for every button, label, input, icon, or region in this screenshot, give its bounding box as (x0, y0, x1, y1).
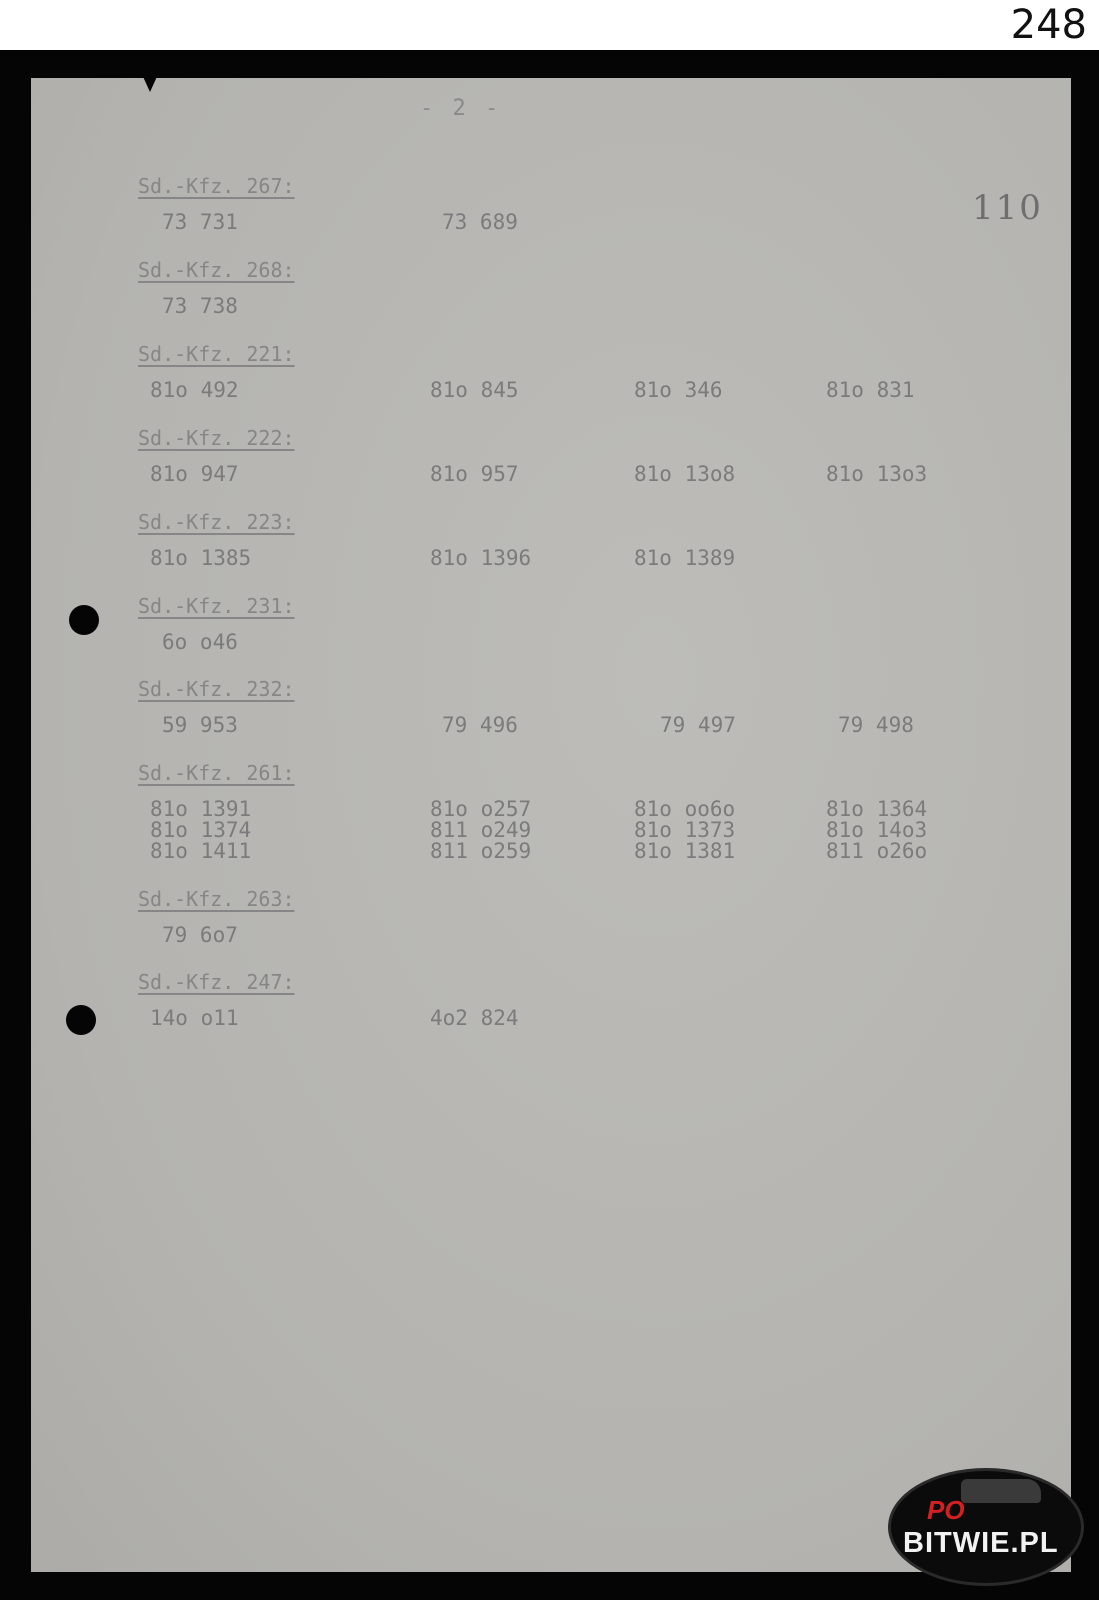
punch-hole (69, 605, 99, 635)
register-number: 81o 346 (634, 378, 723, 402)
section-heading: Sd.-Kfz. 232: (138, 677, 295, 701)
register-number: 81o 831 (826, 378, 915, 402)
section-heading: Sd.-Kfz. 247: (138, 970, 295, 994)
section-heading: Sd.-Kfz. 263: (138, 887, 295, 911)
register-number: 81o 13o3 (826, 462, 928, 486)
scan-header-bar (0, 0, 1099, 50)
register-number: 4o2 824 (430, 1006, 519, 1030)
register-number: 81o 1364 (826, 797, 928, 821)
register-number: 6o o46 (162, 630, 238, 654)
register-number: 73 731 (162, 210, 238, 234)
register-number: 81o 14o3 (826, 818, 928, 842)
register-number: 81o oo6o (634, 797, 736, 821)
section-heading: Sd.-Kfz. 222: (138, 426, 295, 450)
register-number: 79 497 (660, 713, 736, 737)
logo-brand-top: PO (927, 1495, 965, 1525)
register-number: 81o o257 (430, 797, 532, 821)
section-heading: Sd.-Kfz. 221: (138, 342, 295, 366)
section-heading: Sd.-Kfz. 223: (138, 510, 295, 534)
register-number: 81o 1389 (634, 546, 736, 570)
folio-number: 110 (972, 188, 1043, 228)
page-mark: - 2 - (420, 96, 502, 121)
register-number: 81o 957 (430, 462, 519, 486)
register-number: 81o 1373 (634, 818, 736, 842)
section-heading: Sd.-Kfz. 261: (138, 761, 295, 785)
register-number: 81o 13o8 (634, 462, 736, 486)
register-number: 81o 1411 (150, 839, 252, 863)
register-number: 81o 492 (150, 378, 239, 402)
register-number: 59 953 (162, 713, 238, 737)
register-number: 79 498 (838, 713, 914, 737)
register-number: 73 738 (162, 294, 238, 318)
register-number: 811 o259 (430, 839, 532, 863)
register-number: 81o 1396 (430, 546, 532, 570)
register-number: 81o 845 (430, 378, 519, 402)
register-number: 73 689 (442, 210, 518, 234)
register-number: 79 6o7 (162, 923, 238, 947)
section-heading: Sd.-Kfz. 267: (138, 174, 295, 198)
register-number: 14o o11 (150, 1006, 239, 1030)
register-number: 81o 947 (150, 462, 239, 486)
register-number: 81o 1381 (634, 839, 736, 863)
register-number: 811 o26o (826, 839, 928, 863)
register-number: 79 496 (442, 713, 518, 737)
logo-brand-bottom: BITWIE.PL (903, 1527, 1059, 1559)
register-number: 81o 1391 (150, 797, 252, 821)
scan-page-number: 248 (1010, 2, 1087, 48)
punch-hole (66, 1005, 96, 1035)
register-number: 81o 1385 (150, 546, 252, 570)
tank-icon (961, 1479, 1041, 1503)
section-heading: Sd.-Kfz. 231: (138, 594, 295, 618)
paper-corner-notch (140, 70, 160, 92)
pobitwie-logo (888, 1468, 1084, 1586)
register-number: 81o 1374 (150, 818, 252, 842)
register-number: 811 o249 (430, 818, 532, 842)
section-heading: Sd.-Kfz. 268: (138, 258, 295, 282)
